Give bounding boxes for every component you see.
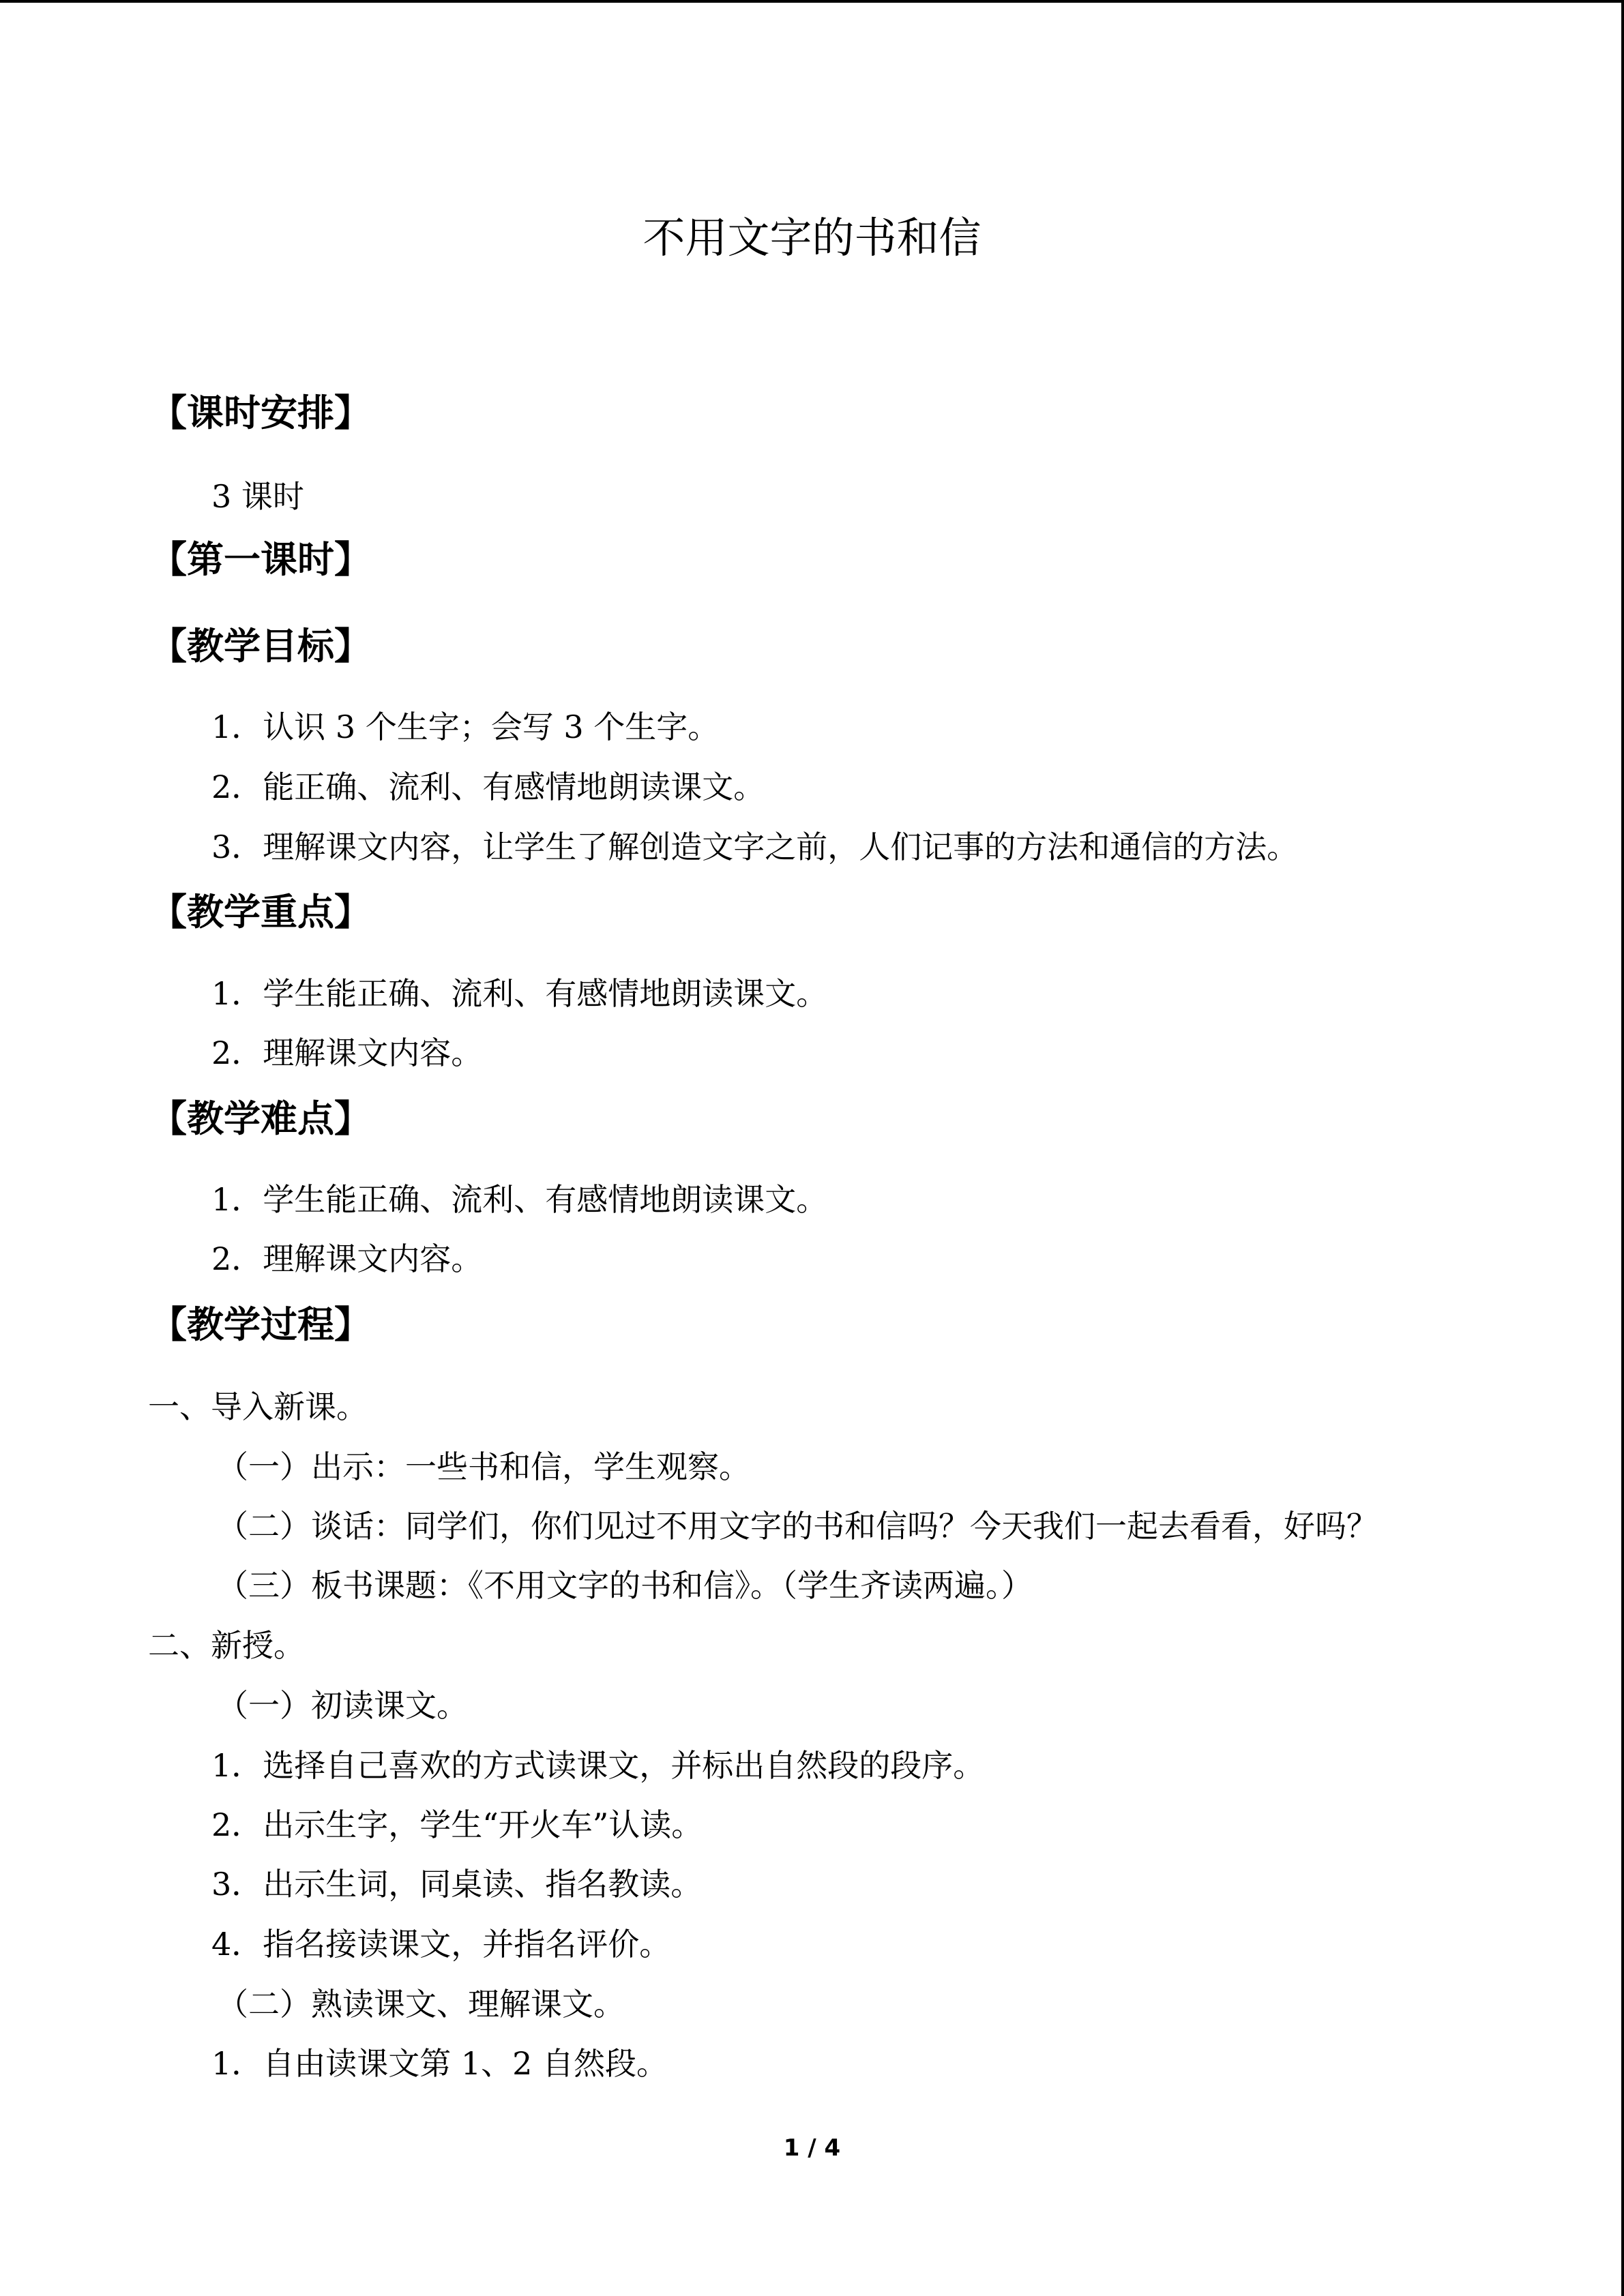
process-item: （三）板书课题：《不用文字的书和信》。（学生齐读两遍。）: [217, 1567, 1033, 1604]
heading-key-points: 【教学重点】: [150, 890, 371, 934]
document-title: 不用文字的书和信: [643, 213, 981, 263]
process-part-1: 一、导入新课。: [148, 1388, 368, 1425]
heading-difficulties: 【教学难点】: [150, 1097, 371, 1140]
objective-item: 3．理解课文内容，让学生了解创造文字之前，人们记事的方法和通信的方法。: [211, 829, 1299, 865]
difficulty-item: 2．理解课文内容。: [211, 1240, 483, 1277]
page-number: 1 / 4: [783, 2134, 841, 2162]
process-subsection: （一）初读课文。: [217, 1687, 468, 1724]
objective-item: 1．认识 3 个生字；会写 3 个生字。: [211, 709, 720, 745]
process-item: （一）出示：一些书和信，学生观察。: [217, 1448, 750, 1485]
process-part-2: 二、新授。: [148, 1627, 305, 1664]
heading-schedule: 【课时安排】: [150, 391, 371, 434]
process-item: 1．选择自己喜欢的方式读课文，并标出自然段的段序。: [211, 1747, 985, 1784]
process-item: 2．出示生字，学生“开火车”认读。: [211, 1806, 703, 1843]
difficulty-item: 1．学生能正确、流利、有感情地朗读课文。: [211, 1181, 828, 1218]
process-item: （二）谈话：同学们，你们见过不用文字的书和信吗？今天我们一起去看看，好吗？: [217, 1508, 1378, 1545]
process-subsection: （二）熟读课文、理解课文。: [217, 1986, 625, 2023]
process-item: 1．自由读课文第 1、2 自然段。: [211, 2045, 668, 2082]
process-item: 4．指名接读课文，并指名评价。: [211, 1926, 671, 1963]
objective-item: 2．能正确、流利、有感情地朗读课文。: [211, 769, 765, 805]
heading-objectives: 【教学目标】: [150, 624, 371, 668]
page-top-border: [0, 0, 1624, 3]
schedule-text: 3 课时: [211, 478, 304, 515]
heading-first-lesson: 【第一课时】: [150, 537, 371, 581]
process-item: 3．出示生词，同桌读、指名教读。: [211, 1866, 703, 1903]
page-right-border: [1621, 0, 1624, 2296]
heading-process: 【教学过程】: [150, 1302, 371, 1346]
key-point-item: 2．理解课文内容。: [211, 1034, 483, 1071]
key-point-item: 1．学生能正确、流利、有感情地朗读课文。: [211, 975, 828, 1012]
